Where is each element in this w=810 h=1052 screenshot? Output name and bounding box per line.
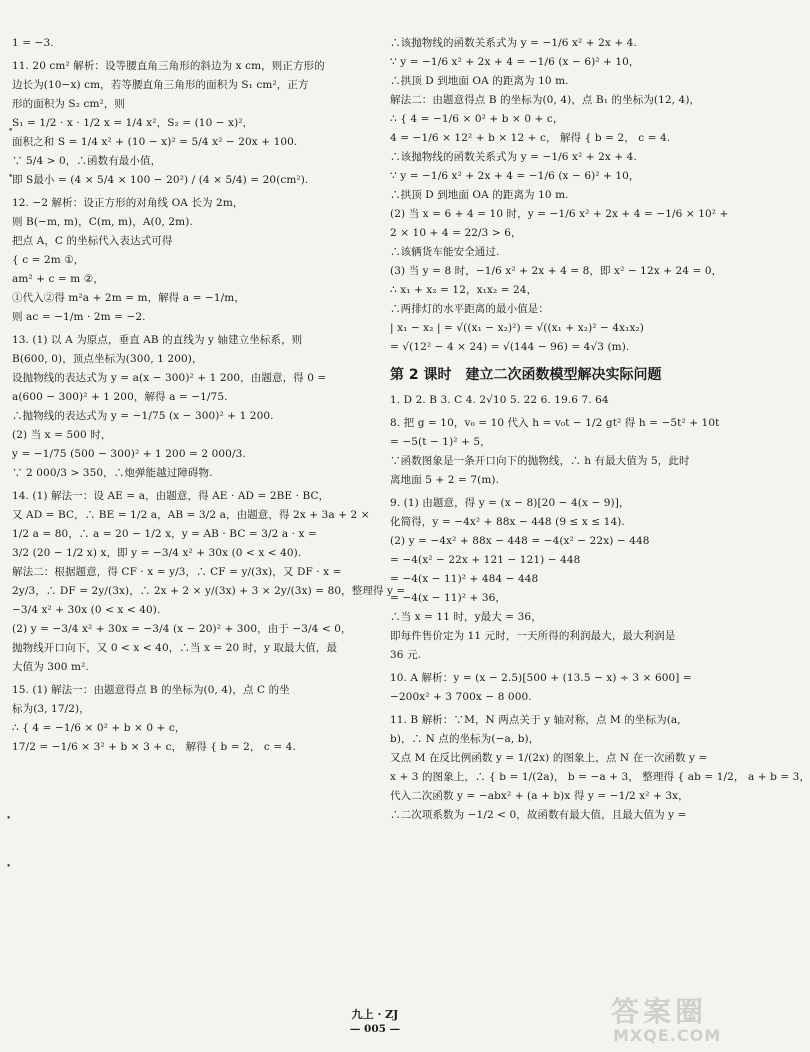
text-line: = −4(x − 11)² + 36， — [390, 592, 507, 604]
text-line: 2 × 10 + 4 = 22/3 > 6， — [390, 227, 522, 239]
text-line: 11. 20 cm² 解析：设等腰直角三角形的斜边为 x cm，则正方形的 — [12, 60, 325, 72]
text-line: 代入二次函数 y = −abx² + (a + b)x 得 y = −1/2 x² + 3x， — [390, 790, 689, 802]
text-line: 标为(3, 17/2)， — [12, 703, 90, 715]
text-line: 化简得，y = −4x² + 88x − 448 (9 ≤ x ≤ 14). — [390, 516, 625, 528]
page-number: — 005 — — [349, 1023, 401, 1035]
text-line: 10. A 解析：y = (x − 2.5)[500 + (13.5 − x) ÷ 3 × 600] = — [390, 672, 692, 684]
margin-dot: • — [6, 862, 12, 872]
right-column-top — [390, 34, 740, 357]
text-line: 17/2 = −1/6 × 3² + b × 3 + c， 解得 { b = 2， c = 4. — [12, 741, 296, 753]
text-line: ∴拱顶 D 到地面 OA 的距离为 10 m. — [390, 75, 569, 87]
text-line: x + 3 的图象上，∴ { b = 1/(2a)， b = −a + 3， 整理得 { ab = 1/2， a + b = 3， — [390, 771, 810, 783]
text-line: 1 = −3. — [12, 37, 54, 49]
text-line: S₁ = 1/2 · x · 1/2 x = 1/4 x²，S₂ = (10 − x)²， — [12, 117, 254, 129]
text-line: = √(12² − 4 × 24) = √(144 − 96) = 4√3 (m). — [390, 341, 630, 353]
text-line: 15. (1) 解法一：由题意得点 B 的坐标为(0, 4)，点 C 的坐 — [12, 684, 290, 696]
text-line: 设抛物线的表达式为 y = a(x − 300)² + 1 200，由题意，得 0 = — [12, 372, 327, 384]
text-line: 3/2 (20 − 1/2 x) x，即 y = −3/4 x² + 30x (0 < x < 40). — [12, 547, 302, 559]
text-line: 11. B 解析：∵M，N 两点关于 y 轴对称，点 M 的坐标为(a, — [390, 714, 681, 726]
text-line: B(600, 0)，顶点坐标为(300, 1 200)， — [12, 353, 203, 365]
text-line: 2y/3，∴ DF = 2y/(3x)，∴ 2x + 2 × y/(3x) + 3 × 2y/(3x) = 80，整理得 y = — [12, 585, 406, 597]
text-line: ∴抛物线的表达式为 y = −1/75 (x − 300)² + 1 200. — [12, 410, 274, 422]
right-column-bottom — [390, 391, 810, 825]
text-line: (2) y = −4x² + 88x − 448 = −4(x² − 22x) − 448 — [390, 535, 650, 547]
text-line: 把点 A，C 的坐标代入表达式可得 — [12, 235, 173, 247]
text-line: 36 元. — [390, 649, 422, 661]
watermark-title: 答案圈 — [611, 995, 708, 1028]
text-line: (2) y = −3/4 x² + 30x = −3/4 (x − 20)² + 300，由于 −3/4 < 0， — [12, 623, 352, 635]
text-line: 则 B(−m, m)，C(m, m)，A(0, 2m). — [12, 216, 193, 228]
text-line: 抛物线开口向下，又 0 < x < 40，∴当 x = 20 时，y 取最大值，最 — [12, 642, 338, 654]
section-title: 建立二次函数模型解决实际问题 — [465, 367, 662, 383]
text-line: 解法二：由题意得点 B 的坐标为(0, 4)，点 B₁ 的坐标为(12, 4)， — [390, 94, 701, 106]
text-line: 9. (1) 由题意，得 y = (x − 8)[20 − 4(x − 9)]， — [390, 497, 630, 509]
margin-dot: • — [8, 172, 14, 182]
text-line: 离地面 5 + 2 = 7(m). — [390, 474, 500, 486]
text-line: 形的面积为 S₂ cm²，则 — [12, 98, 126, 110]
text-line: a(600 − 300)² + 1 200，解得 a = −1/75. — [12, 391, 228, 403]
grade-tag: 九上 · ZJ — [351, 1008, 399, 1021]
watermark-url: MXQE.COM — [613, 1026, 722, 1045]
watermark-logo — [605, 990, 745, 1048]
text-line: ∴拱顶 D 到地面 OA 的距离为 10 m. — [390, 189, 569, 201]
text-line: 1/2 a = 80，∴ a = 20 − 1/2 x，y = AB · BC = 3/2 a · x = — [12, 528, 317, 540]
text-line: ∴两排灯的水平距离的最小值是： — [390, 303, 549, 315]
text-line: −200x² + 3 700x − 8 000. — [390, 691, 532, 703]
text-line: ∴ { 4 = −1/6 × 0² + b × 0 + c， — [390, 113, 564, 125]
text-line: 1. D 2. B 3. C 4. 2√10 5. 22 6. 19.6 7. 64 — [390, 394, 609, 406]
text-line: = −5(t − 1)² + 5， — [390, 436, 491, 448]
margin-dot: • — [6, 814, 12, 824]
text-line: 边长为(10−x) cm，若等腰直角三角形的面积为 S₁ cm²，正方 — [12, 79, 309, 91]
text-line: (3) 当 y = 8 时，−1/6 x² + 2x + 4 = 8，即 x² − 12x + 24 = 0， — [390, 265, 723, 277]
text-line: ∴该抛物线的函数关系式为 y = −1/6 x² + 2x + 4. — [390, 37, 637, 49]
text-line: = −4(x − 11)² + 484 − 448 — [390, 573, 539, 585]
text-line: y = −1/75 (500 − 300)² + 1 200 = 2 000/3. — [12, 448, 246, 460]
text-line: −3/4 x² + 30x (0 < x < 40). — [12, 604, 161, 616]
text-line: 8. 把 g = 10，v₀ = 10 代入 h = v₀t − 1/2 gt² 得 h = −5t² + 10t — [390, 417, 720, 429]
text-line: ∵ y = −1/6 x² + 2x + 4 = −1/6 (x − 6)² + 10， — [390, 170, 640, 182]
text-line: ∵ 2 000/3 > 350，∴炮弹能越过障碍物. — [12, 467, 213, 479]
text-line: 12. −2 解析：设正方形的对角线 OA 长为 2m， — [12, 197, 244, 209]
text-line: 即每件售价定为 11 元时，一天所得的利润最大，最大利润是 — [390, 630, 676, 642]
text-line: ∴ x₁ + x₂ = 12，x₁x₂ = 24， — [390, 284, 538, 296]
text-line: ∵ 5/4 > 0，∴函数有最小值， — [12, 155, 162, 167]
text-line: ∴ { 4 = −1/6 × 0² + b × 0 + c， — [12, 722, 186, 734]
text-line: (2) 当 x = 6 + 4 = 10 时，y = −1/6 x² + 2x + 4 = −1/6 × 10² + — [390, 208, 729, 220]
text-line: 14. (1) 解法一：设 AE = a，由题意，得 AE · AD = 2BE · BC， — [12, 490, 330, 502]
text-line: = −4(x² − 22x + 121 − 121) − 448 — [390, 554, 581, 566]
text-line: 13. (1) 以 A 为原点，垂直 AB 的直线为 y 轴建立坐标系，则 — [12, 334, 303, 346]
text-line: (2) 当 x = 500 时， — [12, 429, 112, 441]
text-line: 大值为 300 m². — [12, 661, 89, 673]
text-line: ∴该抛物线的函数关系式为 y = −1/6 x² + 2x + 4. — [390, 151, 637, 163]
text-line: ∵函数图象是一条开口向下的抛物线，∴ h 有最大值为 5，此时 — [390, 455, 690, 467]
text-line: ∵ y = −1/6 x² + 2x + 4 = −1/6 (x − 6)² + 10， — [390, 56, 640, 68]
text-line: 则 ac = −1/m · 2m = −2. — [12, 311, 146, 323]
text-line: ∴该辆货车能安全通过. — [390, 246, 500, 258]
text-line: 4 = −1/6 × 12² + b × 12 + c， 解得 { b = 2， c = 4. — [390, 132, 671, 144]
margin-dot: • — [8, 126, 14, 136]
section-number: 第 2 课时 — [390, 367, 452, 383]
text-line: ∴当 x = 11 时，y最大 = 36， — [390, 611, 542, 623]
text-line: am² + c = m ②， — [12, 273, 104, 285]
text-line: | x₁ − x₂ | = √((x₁ − x₂)²) = √((x₁ + x₂)² − 4x₁x₂) — [390, 322, 644, 334]
text-line: 又点 M 在反比例函数 y = 1/(2x) 的图象上，点 N 在一次函数 y = — [390, 752, 708, 764]
text-line: ∴二次项系数为 −1/2 < 0，故函数有最大值，且最大值为 y = — [390, 809, 687, 821]
section-heading — [390, 363, 740, 387]
text-line: 解法二：根据题意，得 CF · x = y/3，∴ CF = y/(3x)，又 DF · x = — [12, 566, 342, 578]
text-line: 又 AD = BC，∴ BE = 1/2 a，AB = 3/2 a，由题意，得 2x + 3a + 2 × — [12, 509, 370, 521]
text-line: ①代入②得 m²a + 2m = m，解得 a = −1/m， — [12, 292, 245, 304]
text-line: 面积之和 S = 1/4 x² + (10 − x)² = 5/4 x² − 20x + 100. — [12, 136, 298, 148]
right-column — [390, 34, 810, 825]
text-line: b)，∴ N 点的坐标为(−a, b)， — [390, 733, 540, 745]
text-line: 即 S最小 = (4 × 5/4 × 100 − 20²) / (4 × 5/4) = 20(cm²). — [12, 174, 309, 186]
text-line: { c = 2m ①， — [12, 254, 85, 266]
